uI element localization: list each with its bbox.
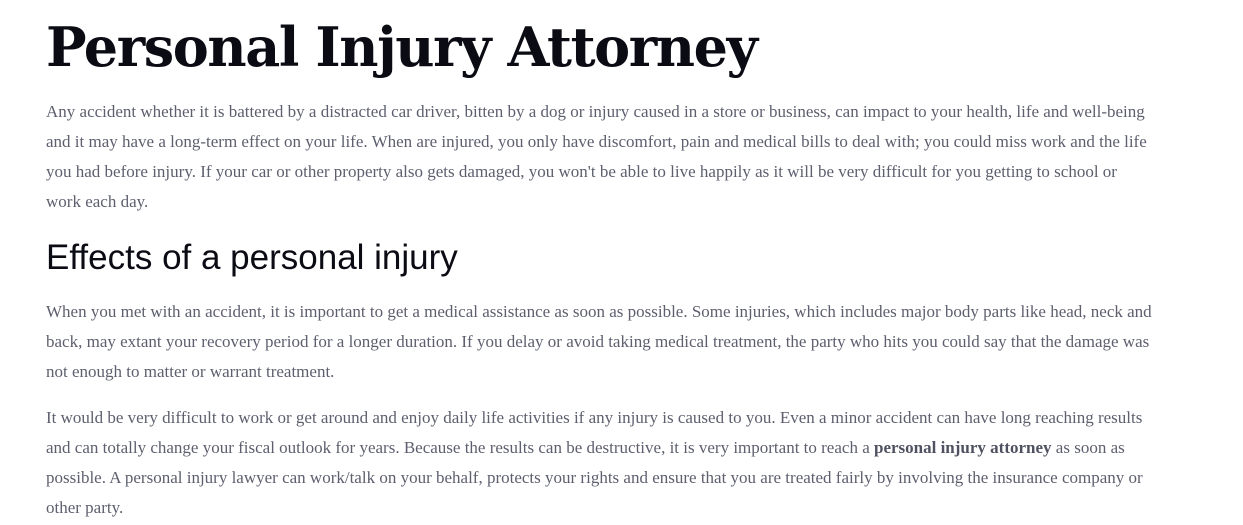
section-paragraph-2: [46, 403, 1156, 523]
page-title: Personal Injury Attorney: [46, 15, 757, 79]
article-content: [46, 14, 1156, 523]
section-heading: Effects of a personal injury: [46, 238, 458, 277]
section-paragraph-1: When you met with an accident, it is important to get a medical assistance as soon as possible. Some injuries, which includes major body parts like head, neck and back, may extant your recovery period for a longer duration. If you delay or avoid taking medical treatment, the party who hits you could say that the damage was not enough to matter or warrant treatment.: [46, 302, 1152, 381]
personal-injury-attorney-emphasis: personal injury attorney: [874, 438, 1052, 457]
paragraph-2-text-after: as soon as possible. A personal injury lawyer can work/talk on your behalf, protects your rights and ensure that you are treated fairly by involving the insurance company or other party.: [46, 438, 1143, 517]
intro-paragraph: Any accident whether it is battered by a distracted car driver, bitten by a dog or injury caused in a store or business, can impact to your health, life and well-being and it may have a long-term effect on your life. When are injured, you only have discomfort, pain and medical bills to deal with; you could miss work and the life you had before injury. If your car or other property also gets damaged, you won't be able to live happily as it will be very difficult for you getting to school or work each day.: [46, 102, 1147, 211]
paragraph-2-text-before: It would be very difficult to work or get around and enjoy daily life activities if any injury is caused to you. Even a minor accident can have long reaching results and can totally change your fiscal outlook for years. Because the results can be destructive, it is very important to reach a: [46, 408, 1143, 457]
